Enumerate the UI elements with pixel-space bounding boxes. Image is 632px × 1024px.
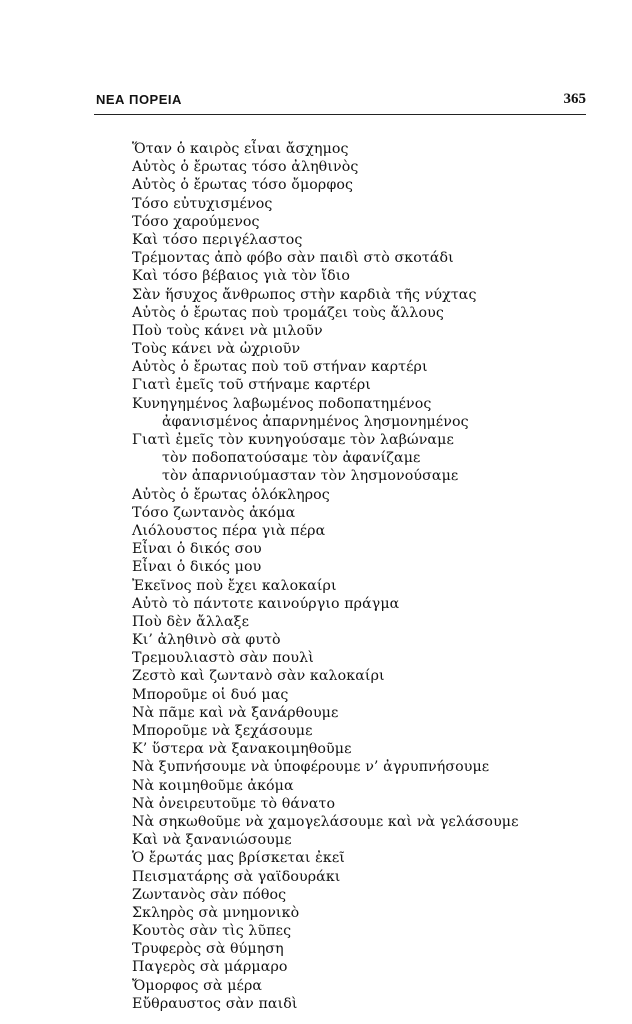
poem-line: Ὁ ἔρωτάς μας βρίσκεται ἐκεῖ	[132, 850, 345, 867]
poem-line: Καὶ νὰ ξανανιώσουμε	[132, 832, 292, 849]
poem-line: Πεισματάρης σὰ γαϊδουράκι	[132, 868, 341, 885]
poem-line: Παγερὸς σὰ μάρμαρο	[132, 959, 288, 976]
poem-line: Γιατὶ ἐμεῖς τοῦ στήναμε καρτέρι	[132, 377, 371, 394]
poem-line: Αὐτὸς ὁ ἔρωτας τόσο ἀληθινὸς	[132, 159, 359, 176]
poem-line: Νὰ κοιμηθοῦμε ἀκόμα	[132, 777, 294, 794]
poem-line: Καὶ τόσο βέβαιος γιὰ τὸν ἴδιο	[132, 268, 351, 285]
poem-line: Κι’ ἀληθινὸ σὰ φυτὸ	[132, 632, 281, 649]
page-number: 365	[563, 91, 586, 107]
poem-line: Τρυφερὸς σὰ θύμηση	[132, 941, 284, 958]
poem-line: Ποὺ δὲν ἄλλαξε	[132, 613, 250, 630]
poem-line: ἀφανισμένος ἀπαρνημένος λησμονημένος	[162, 413, 469, 430]
poem-line: Μποροῦμε νὰ ξεχάσουμε	[132, 723, 313, 739]
poem-line: Ποὺ τοὺς κάνει νὰ μιλοῦν	[132, 322, 323, 339]
poem-line: Τρέμοντας ἀπὸ φόβο σὰν παιδὶ στὸ σκοτάδι	[132, 250, 454, 267]
poem-line: Ἐκεῖνος ποὺ ἔχει καλοκαίρι	[132, 577, 337, 594]
poem-line: Μποροῦμε οἱ δυό μας	[132, 686, 289, 703]
poem-line: Κυνηγημένος λαβωμένος ποδοπατημένος	[132, 395, 432, 412]
poem-line: Λιόλουστος πέρα γιὰ πέρα	[132, 522, 326, 539]
poem-text	[132, 140, 572, 1013]
poem-line: Νὰ ξυπνήσουμε νὰ ὑποφέρουμε ν’ ἀγρυπνήσουμε	[132, 759, 490, 776]
poem-line: τὸν ποδοπατούσαμε τὸν ἀφανίζαμε	[162, 450, 421, 467]
poem-line: Καὶ τόσο περιγέλαστος	[132, 231, 303, 248]
poem-line: Σὰν ἥσυχος ἄνθρωπος στὴν καρδιὰ τῆς νύχτας	[132, 286, 477, 303]
poem-line: Αὐτὸ τὸ πάντοτε καινούργιο πράγμα	[132, 595, 400, 612]
poem-line: Αὐτὸς ὁ ἔρωτας τόσο ὄμορφος	[132, 177, 354, 194]
poem-line: Αὐτὸς ὁ ἔρωτας ποὺ τρομάζει τοὺς ἄλλους	[132, 304, 444, 321]
poem-line: Τόσο ζωντανὸς ἀκόμα	[132, 504, 296, 521]
poem-line: Τόσο χαρούμενος	[132, 213, 260, 230]
poem-line: Εἶναι ὁ δικός σου	[132, 541, 262, 558]
poem-line: Κουτὸς σὰν τὶς λῦπες	[132, 923, 292, 940]
poem-line: Τρεμουλιαστὸ σὰν πουλὶ	[132, 650, 314, 667]
poem-line: Νὰ σηκωθοῦμε νὰ χαμογελάσουμε καὶ νὰ γελάσουμε	[132, 813, 519, 830]
header-rule	[94, 114, 586, 115]
poem-line: Σκληρὸς σὰ μνημονικὸ	[132, 904, 300, 921]
poem-line: Κ’ ὕστερα νὰ ξανακοιμηθοῦμε	[132, 741, 352, 758]
poem-line: Ὅταν ὁ καιρὸς εἶναι ἄσχημος	[132, 141, 349, 157]
poem-line: Νὰ ὀνειρευτοῦμε τὸ θάνατο	[132, 795, 336, 812]
journal-title: ΝΕΑ ΠΟΡΕΙΑ	[96, 92, 182, 107]
poem-line: Ζωντανὸς σὰν πόθος	[132, 886, 287, 903]
poem-line: Γιατὶ ἐμεῖς τὸν κυνηγούσαμε τὸν λαβώναμε	[132, 432, 454, 448]
poem-line: Τόσο εὐτυχισμένος	[132, 195, 273, 212]
poem-line: Αὐτὸς ὁ ἔρωτας ὁλόκληρος	[132, 486, 330, 503]
poem-line: Ὄμορφος σὰ μέρα	[132, 977, 263, 994]
poem-line: Ζεστὸ καὶ ζωντανὸ σὰν καλοκαίρι	[132, 668, 385, 685]
poem-line: τὸν ἀπαρνιούμασταν τὸν λησμονούσαμε	[162, 468, 459, 485]
running-header	[94, 90, 586, 112]
poem-line: Νὰ πᾶμε καὶ νὰ ξανάρθουμε	[132, 704, 339, 721]
poem-line: Εἶναι ὁ δικός μου	[132, 559, 262, 576]
poem-line: Τοὺς κάνει νὰ ὠχριοῦν	[132, 341, 301, 358]
poem-line: Εὔθραυστος σὰν παιδὶ	[132, 995, 298, 1012]
poem-line: Αὐτὸς ὁ ἔρωτας ποὺ τοῦ στήναν καρτέρι	[132, 359, 428, 376]
